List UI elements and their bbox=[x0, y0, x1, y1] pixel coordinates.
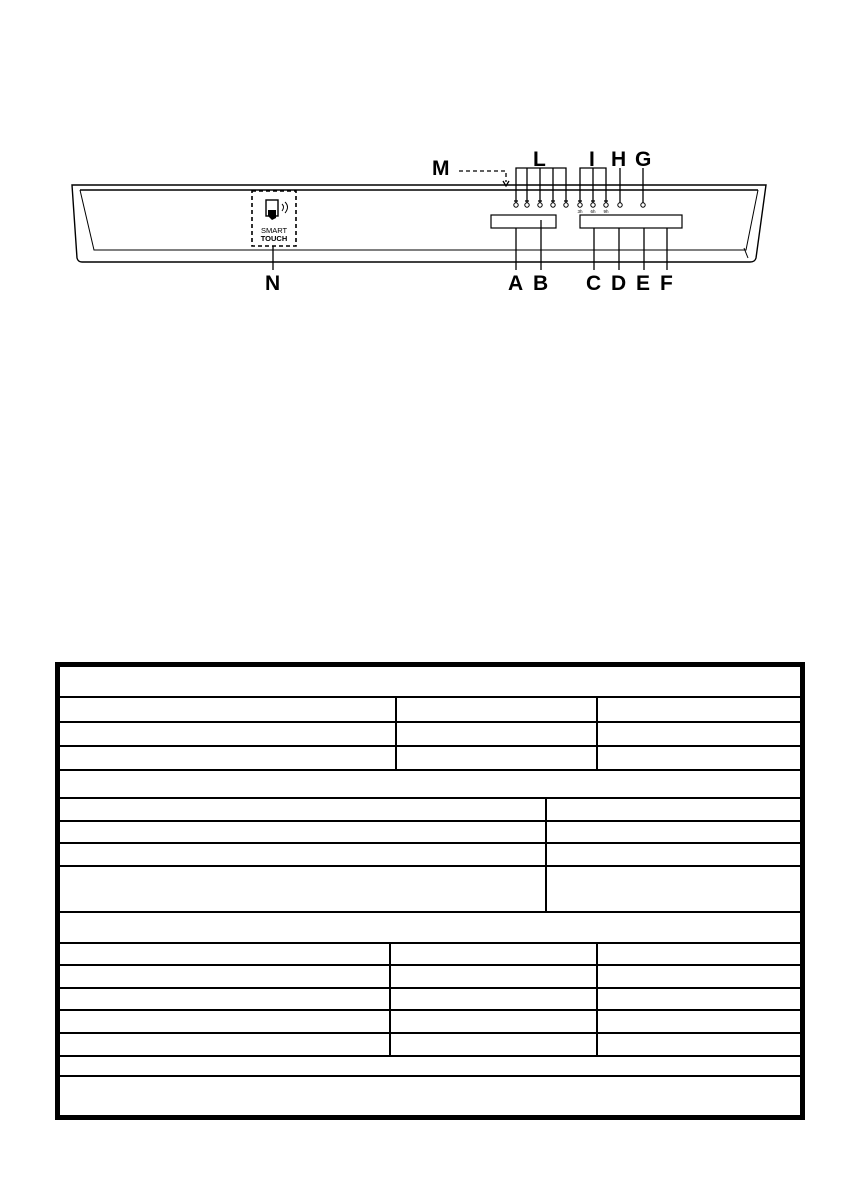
table-row bbox=[60, 698, 800, 723]
table-row bbox=[60, 747, 800, 771]
table-row bbox=[60, 1011, 800, 1034]
callout-f: F bbox=[660, 272, 673, 295]
callout-e: E bbox=[636, 272, 651, 295]
led-h bbox=[618, 203, 622, 207]
callout-i: I bbox=[589, 148, 595, 171]
callout-h: H bbox=[611, 148, 627, 171]
table-row bbox=[60, 944, 800, 966]
table-section-header bbox=[60, 913, 800, 944]
delay-label-9h: 9h bbox=[603, 209, 609, 214]
table-row bbox=[60, 723, 800, 747]
table-row bbox=[60, 1034, 800, 1057]
button-strip-cf bbox=[580, 215, 682, 228]
callout-l: L bbox=[533, 148, 546, 171]
table-row bbox=[60, 867, 800, 913]
table-footer-row bbox=[60, 1077, 800, 1115]
callout-n: N bbox=[265, 272, 281, 295]
callout-d: D bbox=[611, 272, 627, 295]
callout-m: M bbox=[432, 157, 450, 180]
callout-b: B bbox=[533, 272, 549, 295]
table-row bbox=[60, 844, 800, 867]
panel-outline bbox=[72, 185, 766, 262]
callout-g: G bbox=[635, 148, 652, 171]
leader-lines bbox=[273, 168, 667, 270]
table-section-header bbox=[60, 771, 800, 799]
program-leds bbox=[514, 201, 568, 207]
delay-label-3h: 3h bbox=[577, 209, 583, 214]
table-row bbox=[60, 966, 800, 989]
led-g bbox=[641, 203, 645, 207]
callout-a: A bbox=[508, 272, 524, 295]
blank-form-table bbox=[55, 662, 805, 1120]
control-panel-diagram bbox=[0, 0, 851, 330]
button-strip-ab bbox=[491, 215, 556, 228]
table-footer-row bbox=[60, 1057, 800, 1077]
table-row bbox=[60, 822, 800, 844]
table-row bbox=[60, 799, 800, 822]
smart-touch-label-line1: SMART bbox=[260, 226, 288, 235]
smart-touch-label-line2: TOUCH bbox=[260, 234, 288, 243]
table-row bbox=[60, 989, 800, 1011]
table-section-header bbox=[60, 667, 800, 698]
callout-c: C bbox=[586, 272, 602, 295]
delay-label-6h: 6h bbox=[590, 209, 596, 214]
